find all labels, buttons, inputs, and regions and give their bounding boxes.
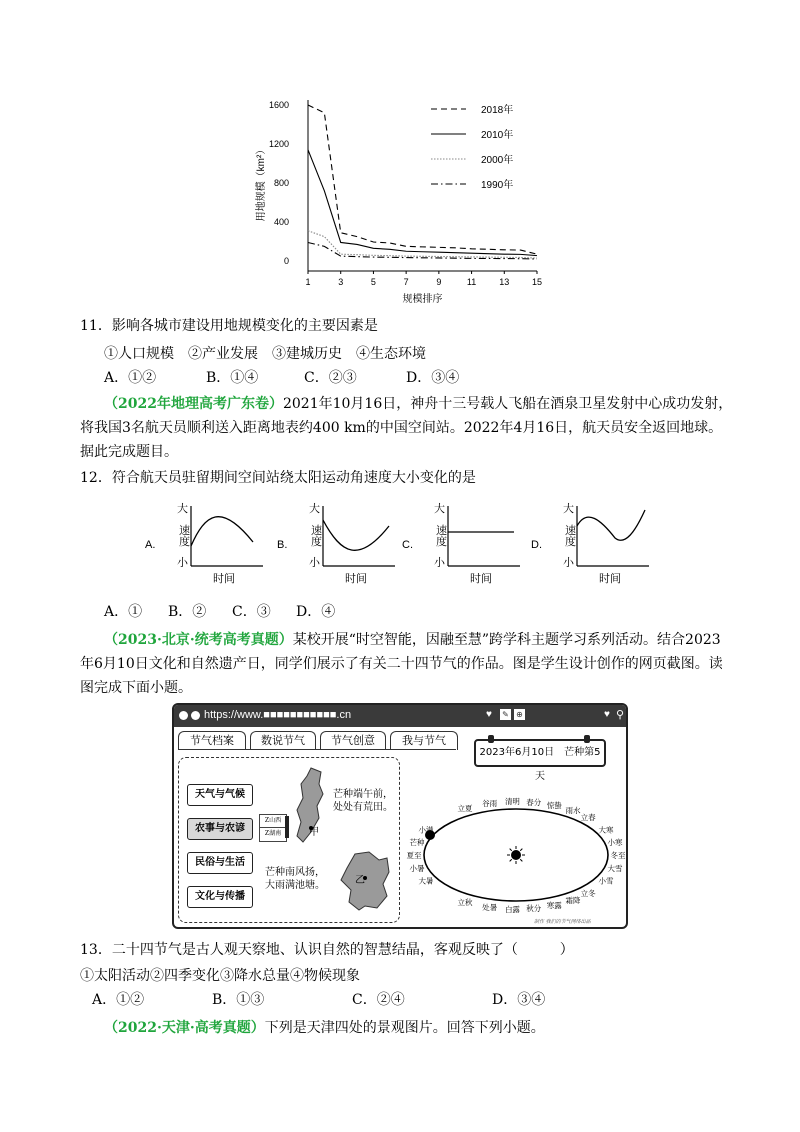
webpage-screenshot (172, 703, 628, 929)
q12-option-c[interactable]: C．③ (232, 604, 271, 620)
submenu-shanxi[interactable]: Z山西 (260, 815, 286, 828)
archive-panel (178, 757, 400, 923)
q11-option-b[interactable]: B．①④ (206, 370, 259, 386)
hunan-marker-label: 乙 (355, 875, 365, 886)
date-banner (474, 739, 606, 782)
category-weather[interactable]: 天气与气候 (187, 784, 253, 806)
q12-chart-letter: B. (277, 539, 288, 551)
passage2-source: （2023·北京·统考高考真题） (104, 632, 293, 648)
y-tick-label: 1200 (268, 139, 289, 149)
solar-term-top: 雨水 (565, 806, 581, 816)
proverb-2-line1: 芒种南风扬， (265, 867, 325, 878)
q12-axis-label: 度 (179, 536, 190, 548)
q12-axis-label: 度 (436, 536, 447, 548)
q12-axis-label: 速 (179, 525, 190, 537)
credit-text: 制作 我们的节气网络出品 (534, 919, 591, 925)
legend-label: 2000年 (481, 155, 514, 166)
q12-axis-label: 度 (565, 536, 576, 548)
passage1-text1: 2021年10月16日，神舟十三号载人飞船在酒泉卫星发射中心成功发射， (282, 396, 733, 412)
passage2-line2: 年6月10日文化和自然遗产日，同学们展示了有关二十四节气的作品。图是学生设计创作的网页截图。读 (80, 656, 723, 672)
sun-ray (520, 859, 522, 861)
q12-small-label: 小 (177, 557, 188, 569)
proverb-1-line2: 处处有荒田。 (333, 802, 393, 813)
q12-options (104, 602, 335, 622)
solar-term-right: 大寒 (598, 825, 614, 835)
q12-small-label: 小 (309, 557, 320, 569)
q12-chart-letter: A. (145, 539, 156, 551)
passage1-line3: 据此完成题目。 (80, 444, 178, 460)
proverb-2-line2: 大雨满池塘。 (265, 880, 325, 891)
solar-term-orbit (406, 775, 626, 925)
q12-option-d[interactable]: D．④ (296, 604, 336, 620)
q12-chart-svg (145, 498, 275, 588)
y-tick-label: 400 (273, 217, 289, 227)
zoom-icon[interactable]: ⊕ (514, 709, 525, 720)
solar-term-top: 清明 (504, 797, 520, 807)
q12-curve (323, 520, 389, 550)
q11-items: ①人口规模 ②产业发展 ③建城历史 ④生态环境 (104, 346, 426, 362)
passage2-line3: 图完成下面小题。 (80, 680, 192, 696)
tab-data[interactable]: 数说节气 (250, 731, 316, 750)
q12-chart-4 (531, 498, 661, 592)
q12-chart-svg (402, 498, 532, 588)
q13-option-c[interactable]: C．②④ (352, 992, 405, 1008)
solar-term-left: 芒种 (409, 837, 425, 847)
solar-term-top: 惊蛰 (546, 800, 562, 810)
legend-label: 2010年 (481, 130, 514, 141)
q12-axis-label: 速 (311, 525, 322, 537)
category-culture[interactable]: 文化与传播 (187, 886, 253, 908)
passage2-text1: 某校开展“时空智能，因融至慧”跨学科主题学习系列活动。结合2023 (292, 632, 721, 648)
search-icon[interactable]: ⚲ (616, 709, 625, 721)
q12-option-b[interactable]: B．② (168, 604, 207, 620)
calendar-ring-icon (584, 735, 590, 743)
solar-term-right: 大雪 (607, 864, 623, 874)
q13-options (92, 990, 545, 1010)
x-tick-label: 13 (499, 277, 510, 287)
q13-option-a[interactable]: A．①② (92, 992, 145, 1008)
solar-term-bottom: 霜降 (565, 895, 581, 905)
q12-curve (191, 517, 253, 546)
legend-label: 1990年 (481, 180, 514, 191)
q12-big-label: 大 (177, 503, 188, 515)
x-tick-label: 3 (338, 277, 344, 287)
tab-me[interactable]: 我与节气 (390, 731, 458, 750)
x-tick-label: 11 (466, 277, 477, 287)
q12-chart-2 (277, 498, 407, 592)
solar-term-bottom: 秋分 (526, 904, 542, 914)
q11-option-c[interactable]: C．②③ (304, 370, 357, 386)
sun-ray (510, 849, 512, 851)
window-dot-icon[interactable] (191, 711, 200, 720)
passage1-source: （2022年地理高考广东卷） (104, 396, 283, 412)
tab-archive[interactable]: 节气档案 (178, 731, 246, 750)
solar-term-left: 小满 (418, 825, 434, 835)
q13-option-d[interactable]: D．③④ (492, 992, 546, 1008)
category-farming[interactable]: 农事与农谚 (187, 818, 253, 840)
submenu-hunan[interactable]: Z湖南 (264, 830, 282, 837)
heart-icon[interactable]: ♥ (604, 709, 610, 720)
q12-chart-letter: C. (402, 539, 413, 551)
solar-term-bottom: 白露 (504, 904, 520, 914)
q12-chart-svg (277, 498, 407, 588)
passage3-source: （2022·天津·高考真题） (104, 1020, 265, 1036)
solar-term-top: 谷雨 (482, 798, 498, 808)
q12-axis-label: 度 (311, 536, 322, 548)
y-axis-label: 用地规模（km²） (256, 144, 267, 222)
passage2-line1 (104, 630, 721, 650)
sun-ray (520, 849, 522, 851)
solar-term-left: 大暑 (418, 876, 434, 886)
q12-big-label: 大 (309, 503, 320, 515)
land-use-chart-svg (240, 90, 560, 310)
tab-creative[interactable]: 节气创意 (320, 731, 386, 750)
tab-divider (178, 749, 456, 750)
q13-items: ①太阳活动②四季变化③降水总量④物候现象 (80, 968, 360, 984)
q12-time-label: 时间 (470, 573, 492, 585)
solar-term-right: 小雪 (598, 876, 614, 886)
x-tick-label: 9 (436, 277, 442, 287)
q12-time-label: 时间 (599, 573, 621, 585)
solar-term-bottom: 寒露 (546, 901, 562, 911)
date-banner-text: 2023年6月10日 芒种第5天 (479, 747, 601, 782)
y-tick-label: 800 (273, 178, 289, 188)
passage1-line1 (104, 394, 732, 414)
solar-term-bottom: 立秋 (457, 897, 473, 907)
edit-icon[interactable]: ✎ (500, 709, 511, 720)
q12-curve (577, 510, 645, 540)
q11-options (104, 368, 459, 388)
calendar-ring-icon (488, 735, 494, 743)
q12-time-label: 时间 (213, 573, 235, 585)
q12-time-label: 时间 (345, 573, 367, 585)
y-tick-label: 0 (283, 256, 289, 266)
x-tick-label: 1 (305, 277, 311, 287)
x-tick-label: 7 (403, 277, 409, 287)
browser-bar (174, 705, 626, 727)
solar-term-right: 小寒 (607, 837, 623, 847)
q12-chart-3 (402, 498, 532, 592)
submenu-scrollbar[interactable] (285, 816, 289, 838)
solar-term-bottom: 立冬 (580, 889, 596, 899)
legend-label: 2018年 (481, 105, 514, 116)
solar-term-right: 冬至 (610, 851, 626, 860)
shanxi-marker-label: 甲 (309, 827, 319, 838)
q12-chart-svg (531, 498, 661, 588)
q12-big-label: 大 (563, 503, 574, 515)
land-use-chart (240, 90, 560, 310)
q12-stem: 12．符合航天员驻留期间空间站绕太阳运动角速度大小变化的是 (80, 470, 476, 486)
solar-term-left: 夏至 (406, 851, 422, 860)
region-submenu (259, 814, 287, 842)
q12-small-label: 小 (434, 557, 445, 569)
window-dot-icon[interactable] (179, 711, 188, 720)
passage3-text: 下列是天津四处的景观图片。回答下列小题。 (264, 1020, 545, 1036)
q12-big-label: 大 (434, 503, 445, 515)
q11-stem: 11．影响各城市建设用地规模变化的主要因素是 (80, 318, 378, 334)
q12-small-label: 小 (563, 557, 574, 569)
solar-term-bottom: 处暑 (482, 903, 498, 913)
q12-chart-letter: D. (531, 539, 542, 551)
proverb-1-line1: 芒种端午前， (333, 789, 393, 800)
q11-option-a[interactable]: A．①② (104, 370, 157, 386)
x-axis-label: 规模排序 (402, 294, 443, 305)
q13-option-b[interactable]: B．①③ (212, 992, 265, 1008)
sun-ray (510, 859, 512, 861)
passage3-line (104, 1018, 545, 1038)
q12-chart-1 (145, 498, 275, 592)
q11-option-d[interactable]: D．③④ (406, 370, 460, 386)
x-tick-label: 15 (531, 277, 543, 287)
solar-term-top: 立夏 (457, 804, 473, 814)
category-customs[interactable]: 民俗与生活 (187, 852, 253, 874)
solar-term-left: 小暑 (409, 864, 425, 874)
address-bar[interactable]: https://www.■■■■■■■■■■■.cn (204, 709, 352, 721)
sun-icon (511, 850, 521, 860)
q13-stem: 13．二十四节气是古人观天察地、认识自然的智慧结晶，客观反映了（ ） (80, 942, 574, 958)
q12-option-a[interactable]: A．① (104, 604, 143, 620)
passage1-line2: 将我国3名航天员顺利送入距离地表约400 km的中国空间站。2022年4月16日，航天员安全返回地球。 (80, 420, 723, 436)
x-tick-label: 5 (370, 277, 376, 287)
heart-icon[interactable]: ♥ (486, 709, 492, 720)
solar-term-top: 春分 (526, 797, 542, 807)
y-tick-label: 1600 (268, 100, 289, 110)
solar-term-top: 立春 (580, 812, 596, 822)
hunan-map-icon (339, 850, 391, 912)
q12-axis-label: 速 (436, 525, 447, 537)
q12-axis-label: 速 (565, 525, 576, 537)
